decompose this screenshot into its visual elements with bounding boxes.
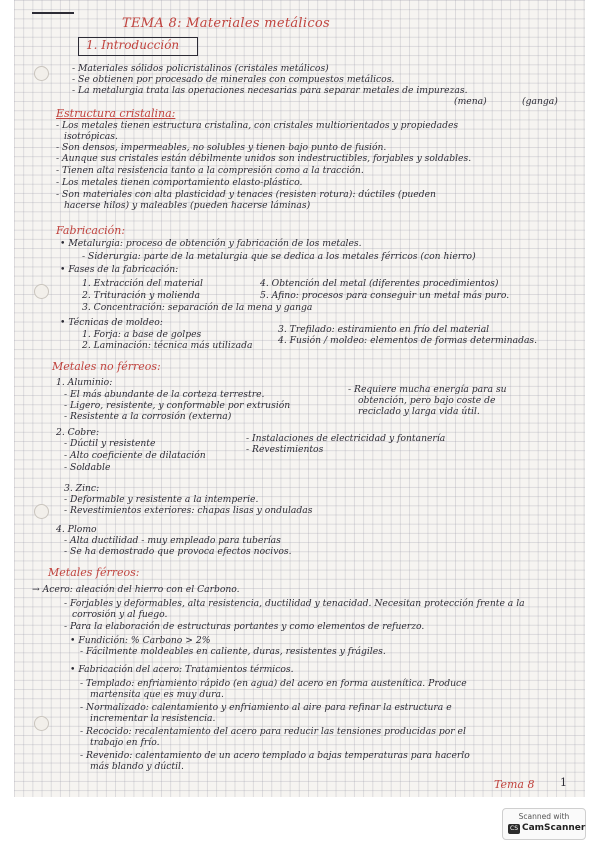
cobre-line: - Alto coeficiente de dilatación [64,450,206,461]
plomo-line: - Alta ductilidad - muy empleado para tuberías [64,535,281,546]
header-rule [32,12,74,14]
intro-line: - La metalurgia trata las operaciones necesarias para separar metales de impurezas. [72,85,468,96]
intro-heading: 1. Introducción [86,38,180,52]
fabricacion-acero-line: • Fabricación del acero: Tratamientos térmicos. [70,664,294,675]
fundicion-line: - Fácilmente moldeables en caliente, duras, resistentes y frágiles. [80,646,386,657]
tratamiento-line: más blando y dúctil. [90,761,184,772]
tratamiento-line: incrementar la resistencia. [90,713,216,724]
fases-heading: • Fases de la fabricación: [60,264,179,275]
tratamiento-line: - Templado: enfriamiento rápido (en agua) del acero en forma austenítica. Produce [80,678,467,689]
moldeo-item: 4. Fusión / moldeo: elementos de formas determinadas. [278,335,538,346]
moldeo-item: 2. Laminación: técnica más utilizada [82,340,253,351]
cobre-side: - Revestimientos [246,444,324,455]
cobre-line: - Dúctil y resistente [64,438,156,449]
intro-note-ganga: (ganga) [522,96,558,107]
moldeo-item: 1. Forja: a base de golpes [82,329,202,340]
fase-item: 5. Afino: procesos para conseguir un metal más puro. [260,290,510,301]
cobre-line: - Soldable [64,462,111,473]
camscanner-logo-icon: CS [510,825,518,832]
aluminio-side: - Requiere mucha energía para su [348,384,507,395]
estructura-line: - Aunque sus cristales están débilmente unidos son indestructibles, forjables y soldables. [56,153,472,164]
ferrosos-heading: Metales férreos: [48,566,140,579]
zinc-title: 3. Zinc: [64,483,100,494]
ferrosos-line: - Para la elaboración de estructuras portantes y como elementos de refuerzo. [64,621,425,632]
aluminio-line: - Resistente a la corrosión (externa) [64,411,232,422]
fase-item: 4. Obtención del metal (diferentes procedimientos) [260,278,499,289]
estructura-line: - Los metales tienen estructura cristalina, con cristales multiorientados y propiedades [56,120,459,131]
ferrosos-line: → Acero: aleación del hierro con el Carbono. [32,584,240,595]
aluminio-title: 1. Aluminio: [56,377,113,388]
zinc-line: - Deformable y resistente a la intemperie. [64,494,259,505]
cobre-title: 2. Cobre: [56,427,100,438]
intro-line: - Se obtienen por procesado de minerales con compuestos metálicos. [72,74,395,85]
estructura-line: hacerse hilos) y maleables (pueden hacerse láminas) [64,200,311,211]
aluminio-side: obtención, pero bajo coste de [358,395,496,406]
cobre-side: - Instalaciones de electricidad y fontanería [246,433,446,444]
estructura-line: - Tienen alta resistencia tanto a la compresión como a la tracción. [56,165,364,176]
intro-note-mena: (mena) [454,96,487,107]
aluminio-side: reciclado y larga vida útil. [358,406,480,417]
estructura-heading: Estructura cristalina: [56,107,176,120]
ferrosos-line: corrosión y al fuego. [72,609,168,620]
tratamiento-line: - Recocido: recalentamiento del acero para reducir las tensiones producidas por el [80,726,466,737]
aluminio-line: - El más abundante de la corteza terrestre. [64,389,265,400]
moldeo-heading: • Técnicas de moldeo: [60,317,163,328]
tratamiento-line: trabajo en frío. [90,737,160,748]
fabricacion-line: • Metalurgia: proceso de obtención y fabricación de los metales. [60,238,362,249]
tratamiento-line: - Revenido: calentamiento de un acero templado a bajas temperaturas para hacerlo [80,750,470,761]
intro-line: - Materiales sólidos policristalinos (cristales metálicos) [72,63,329,74]
fase-item: 1. Extracción del material [82,278,203,289]
estructura-line: - Son materiales con alta plasticidad y tenaces (resisten rotura): dúctiles (pueden [56,189,436,200]
tratamiento-line: martensita que es muy dura. [90,689,224,700]
zinc-line: - Revestimientos exteriores: chapas lisas y onduladas [64,505,313,516]
ferrosos-line: - Forjables y deformables, alta resistencia, ductilidad y tenacidad. Necesitan protección frente a la [64,598,525,609]
tratamiento-line: - Normalizado: calentamiento y enfriamiento al aire para refinar la estructura e [80,702,452,713]
fabricacion-heading: Fabricación: [56,224,126,237]
watermark-line1: Scanned with [518,812,570,821]
plomo-title: 4. Plomo [56,524,97,535]
page-title: TEMA 8: Materiales metálicos [122,16,331,31]
estructura-line: isotrópicas. [64,131,118,142]
notebook-page [14,0,585,797]
page-number: 1 [560,776,567,789]
no-ferrosos-heading: Metales no férreos: [52,360,161,373]
fabricacion-line: - Siderurgia: parte de la metalurgia que se dedica a los metales férricos (con hierro) [82,251,476,262]
moldeo-item: 3. Trefilado: estiramiento en frío del material [278,324,490,335]
footer-tema: Tema 8 [494,778,535,791]
camscanner-watermark [502,808,586,840]
plomo-line: - Se ha demostrado que provoca efectos nocivos. [64,546,292,557]
estructura-line: - Son densos, impermeables, no solubles y tienen bajo punto de fusión. [56,142,387,153]
estructura-line: - Los metales tienen comportamiento elasto-plástico. [56,177,303,188]
aluminio-line: - Ligero, resistente, y conformable por extrusión [64,400,291,411]
fase-item: 2. Trituración y molienda [82,290,201,301]
fundicion-line: • Fundición: % Carbono > 2% [70,635,211,646]
watermark-line2: CamScanner [522,823,586,833]
fase-item: 3. Concentración: separación de la mena y ganga [82,302,313,313]
